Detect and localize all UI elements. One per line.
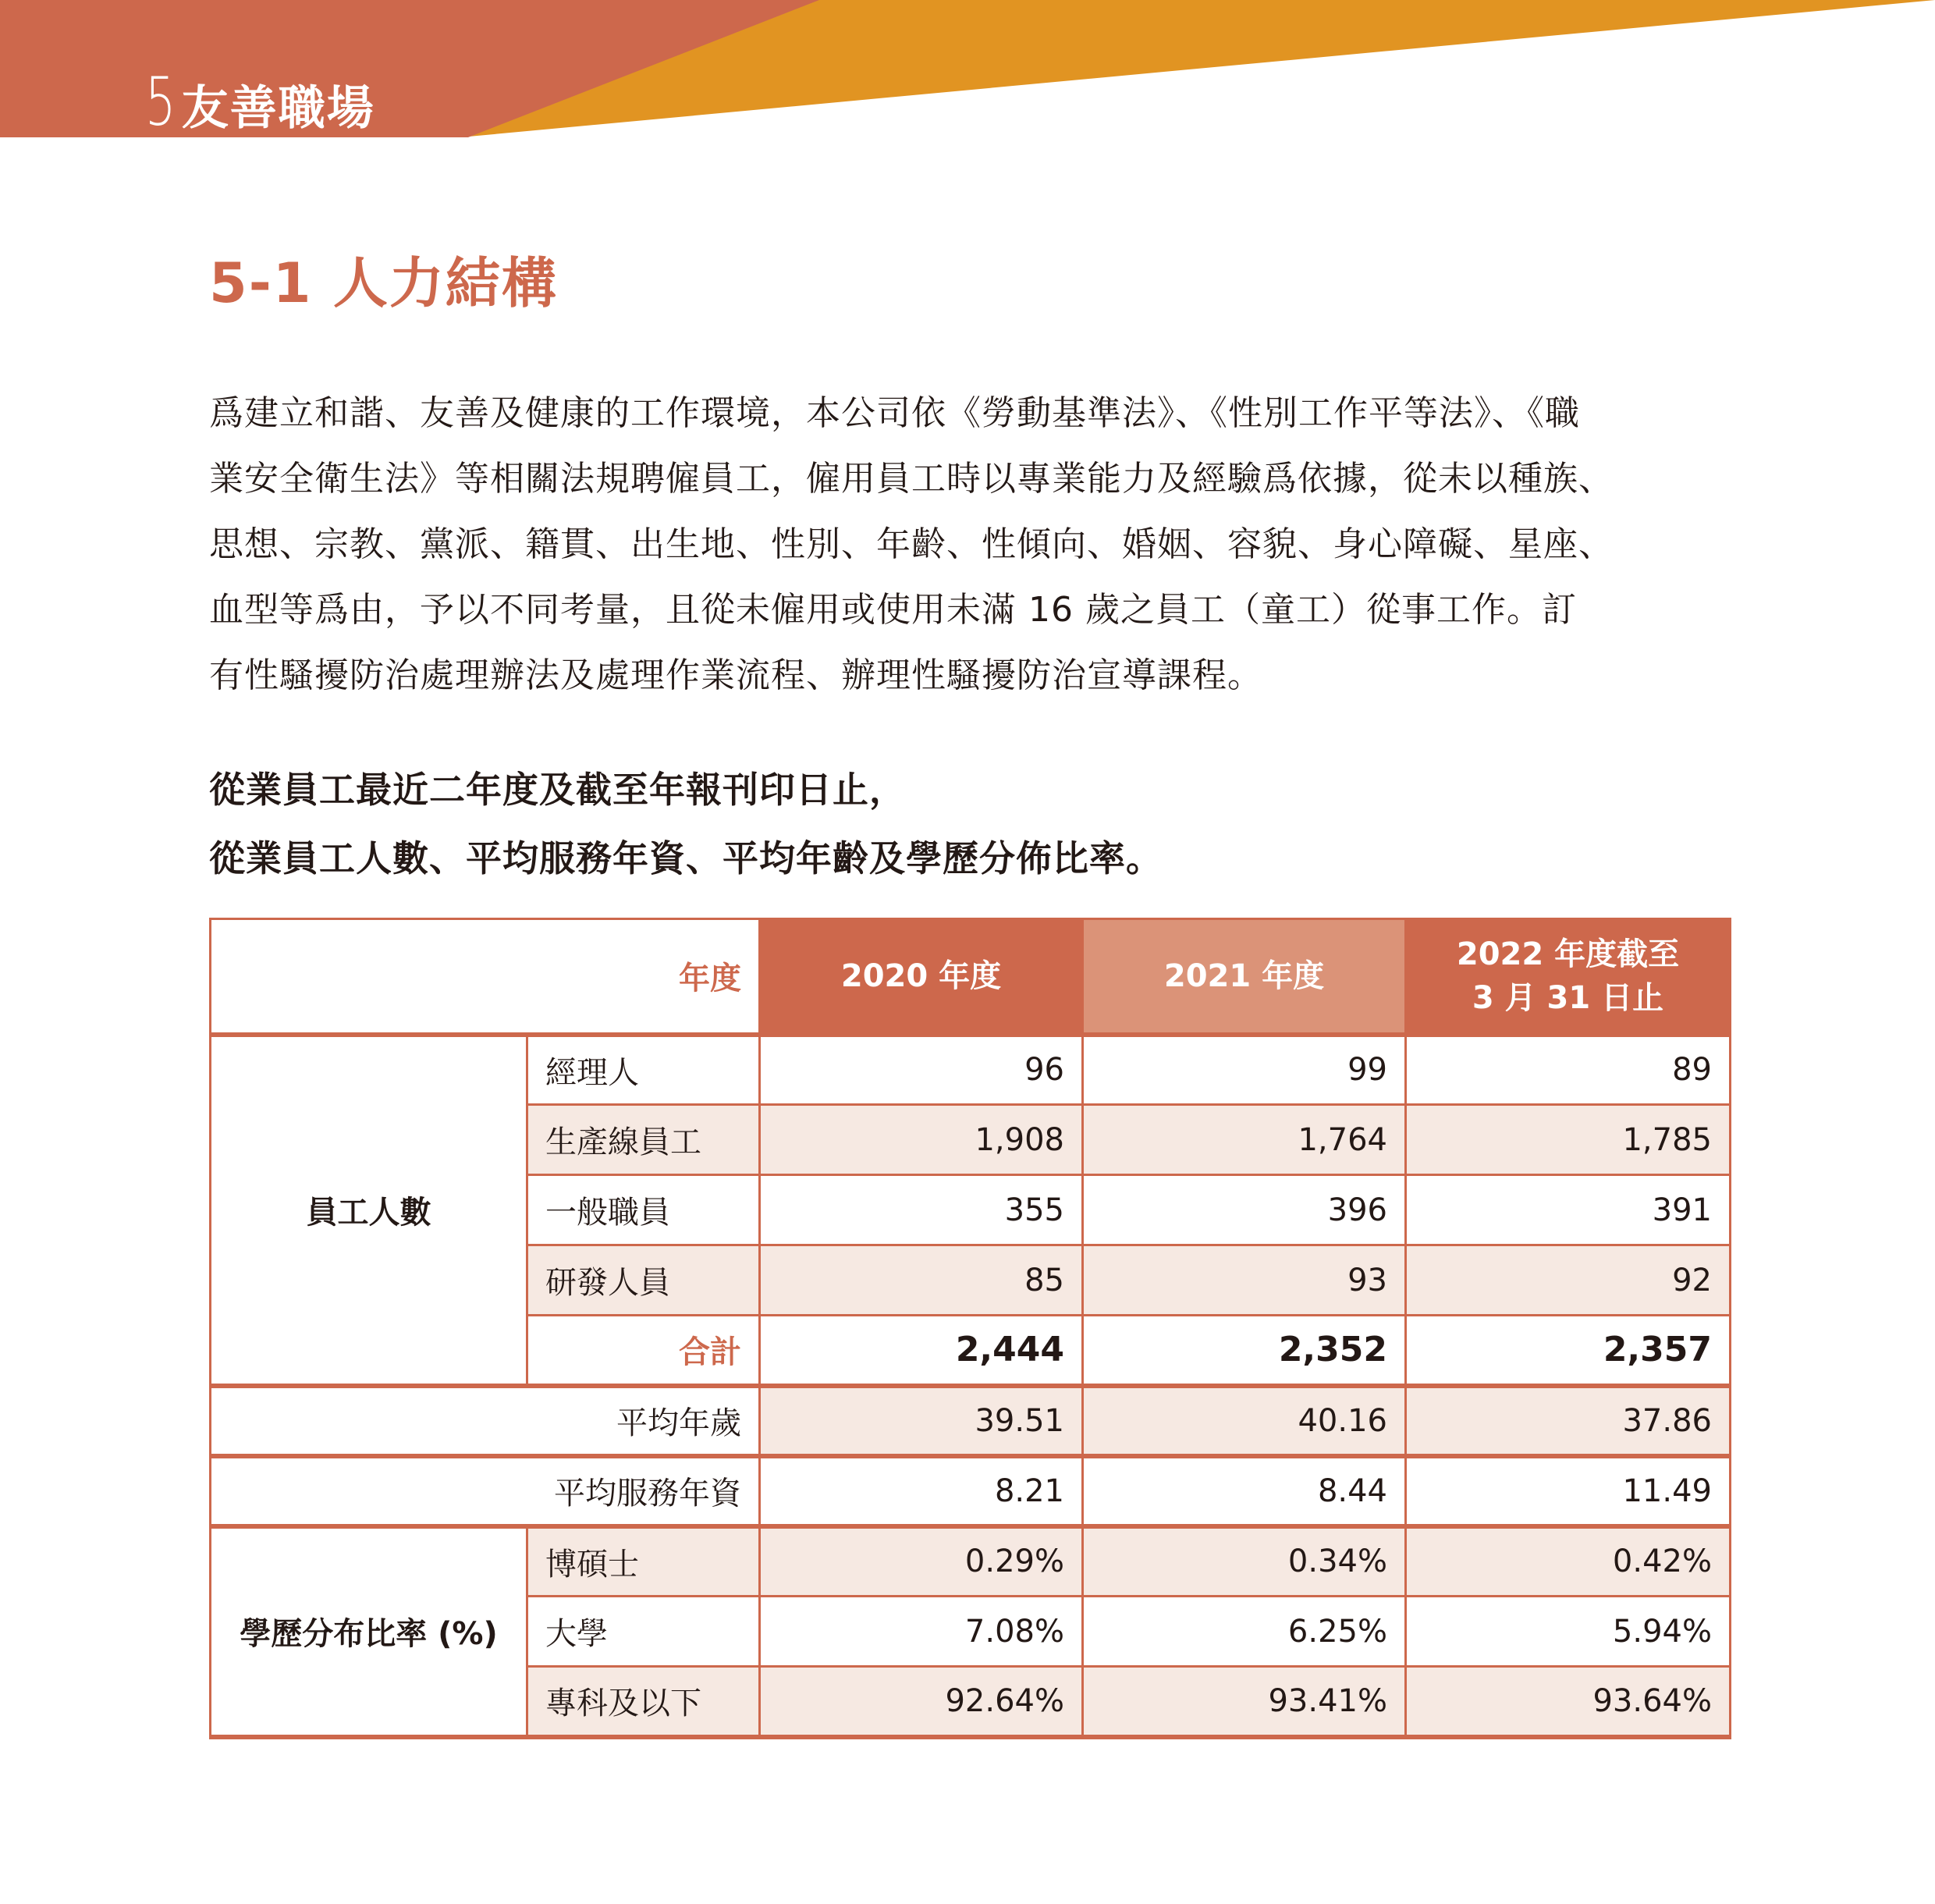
row-label: 經理人 xyxy=(527,1035,760,1105)
total-value: 2,352 xyxy=(1083,1316,1406,1386)
column-header-2021: 2021 年度 xyxy=(1083,919,1406,1035)
row-label: 生產線員工 xyxy=(527,1105,760,1175)
cell-value: 89 xyxy=(1406,1035,1731,1105)
cell-value: 93 xyxy=(1083,1245,1406,1316)
cell-value: 85 xyxy=(760,1245,1083,1316)
table-row xyxy=(211,1526,1731,1597)
cell-value: 93.64% xyxy=(1406,1667,1731,1737)
cell-value: 0.29% xyxy=(760,1526,1083,1597)
workforce-table xyxy=(209,918,1731,1739)
caption-line: 從業員工最近二年度及截至年報刊印日止， xyxy=(209,769,906,811)
row-label: 平均服務年資 xyxy=(211,1456,760,1526)
chapter-number: 5 xyxy=(145,63,176,141)
column-header-2022-line1: 2022 年度截至 xyxy=(1456,936,1680,972)
chapter-heading xyxy=(145,63,375,141)
cell-value: 11.49 xyxy=(1406,1456,1731,1526)
cell-value: 396 xyxy=(1083,1175,1406,1245)
table-caption xyxy=(209,755,1163,893)
cell-value: 0.42% xyxy=(1406,1526,1731,1597)
cell-value: 1,908 xyxy=(760,1105,1083,1175)
average-tenure-row xyxy=(211,1456,1731,1526)
row-label: 大學 xyxy=(527,1597,760,1667)
paragraph-line: 業安全衛生法》等相關法規聘僱員工，僱用員工時以專業能力及經驗爲依據，從未以種族、 xyxy=(209,459,1614,499)
paragraph-line: 血型等爲由，予以不同考量，且從未僱用或使用未滿 16 歲之員工（童工）從事工作。訂 xyxy=(209,590,1577,630)
row-label: 平均年歲 xyxy=(211,1386,760,1456)
caption-line: 從業員工人數、平均服務年資、平均年齡及學歷分佈比率。 xyxy=(209,837,1163,879)
row-label: 博碩士 xyxy=(527,1526,760,1597)
cell-value: 93.41% xyxy=(1083,1667,1406,1737)
row-label: 專科及以下 xyxy=(527,1667,760,1737)
row-label: 研發人員 xyxy=(527,1245,760,1316)
cell-value: 6.25% xyxy=(1083,1597,1406,1667)
cell-value: 39.51 xyxy=(760,1386,1083,1456)
chapter-title: 友善職場 xyxy=(181,81,375,136)
table-header-row xyxy=(211,919,1731,1035)
total-value: 2,444 xyxy=(760,1316,1083,1386)
table-row xyxy=(211,1035,1731,1105)
cell-value: 96 xyxy=(760,1035,1083,1105)
cell-value: 1,785 xyxy=(1406,1105,1731,1175)
row-label: 一般職員 xyxy=(527,1175,760,1245)
cell-value: 391 xyxy=(1406,1175,1731,1245)
headcount-group-label: 員工人數 xyxy=(211,1035,527,1386)
column-header-2022 xyxy=(1406,919,1731,1035)
cell-value: 8.44 xyxy=(1083,1456,1406,1526)
intro-paragraph xyxy=(209,381,1731,709)
average-age-row xyxy=(211,1386,1731,1456)
paragraph-line: 思想、宗教、黨派、籍貫、出生地、性別、年齡、性傾向、婚姻、容貌、身心障礙、星座、 xyxy=(209,524,1614,564)
column-header-2020: 2020 年度 xyxy=(760,919,1083,1035)
education-group-label: 學歷分布比率 (%) xyxy=(211,1526,527,1737)
cell-value: 1,764 xyxy=(1083,1105,1406,1175)
total-label: 合計 xyxy=(527,1316,760,1386)
cell-value: 355 xyxy=(760,1175,1083,1245)
cell-value: 7.08% xyxy=(760,1597,1083,1667)
paragraph-line: 爲建立和諧、友善及健康的工作環境，本公司依《勞動基準法》、《性別工作平等法》、《職 xyxy=(209,393,1580,433)
column-header-2022-line2: 3 月 31 日止 xyxy=(1472,979,1664,1016)
total-value: 2,357 xyxy=(1406,1316,1731,1386)
cell-value: 37.86 xyxy=(1406,1386,1731,1456)
cell-value: 99 xyxy=(1083,1035,1406,1105)
cell-value: 92.64% xyxy=(760,1667,1083,1737)
paragraph-line: 有性騷擾防治處理辦法及處理作業流程、辦理性騷擾防治宣導課程。 xyxy=(209,655,1262,695)
cell-value: 8.21 xyxy=(760,1456,1083,1526)
cell-value: 5.94% xyxy=(1406,1597,1731,1667)
cell-value: 92 xyxy=(1406,1245,1731,1316)
section-title: 5-1 人力結構 xyxy=(209,251,558,315)
year-corner-label: 年度 xyxy=(211,919,760,1035)
cell-value: 40.16 xyxy=(1083,1386,1406,1456)
cell-value: 0.34% xyxy=(1083,1526,1406,1597)
